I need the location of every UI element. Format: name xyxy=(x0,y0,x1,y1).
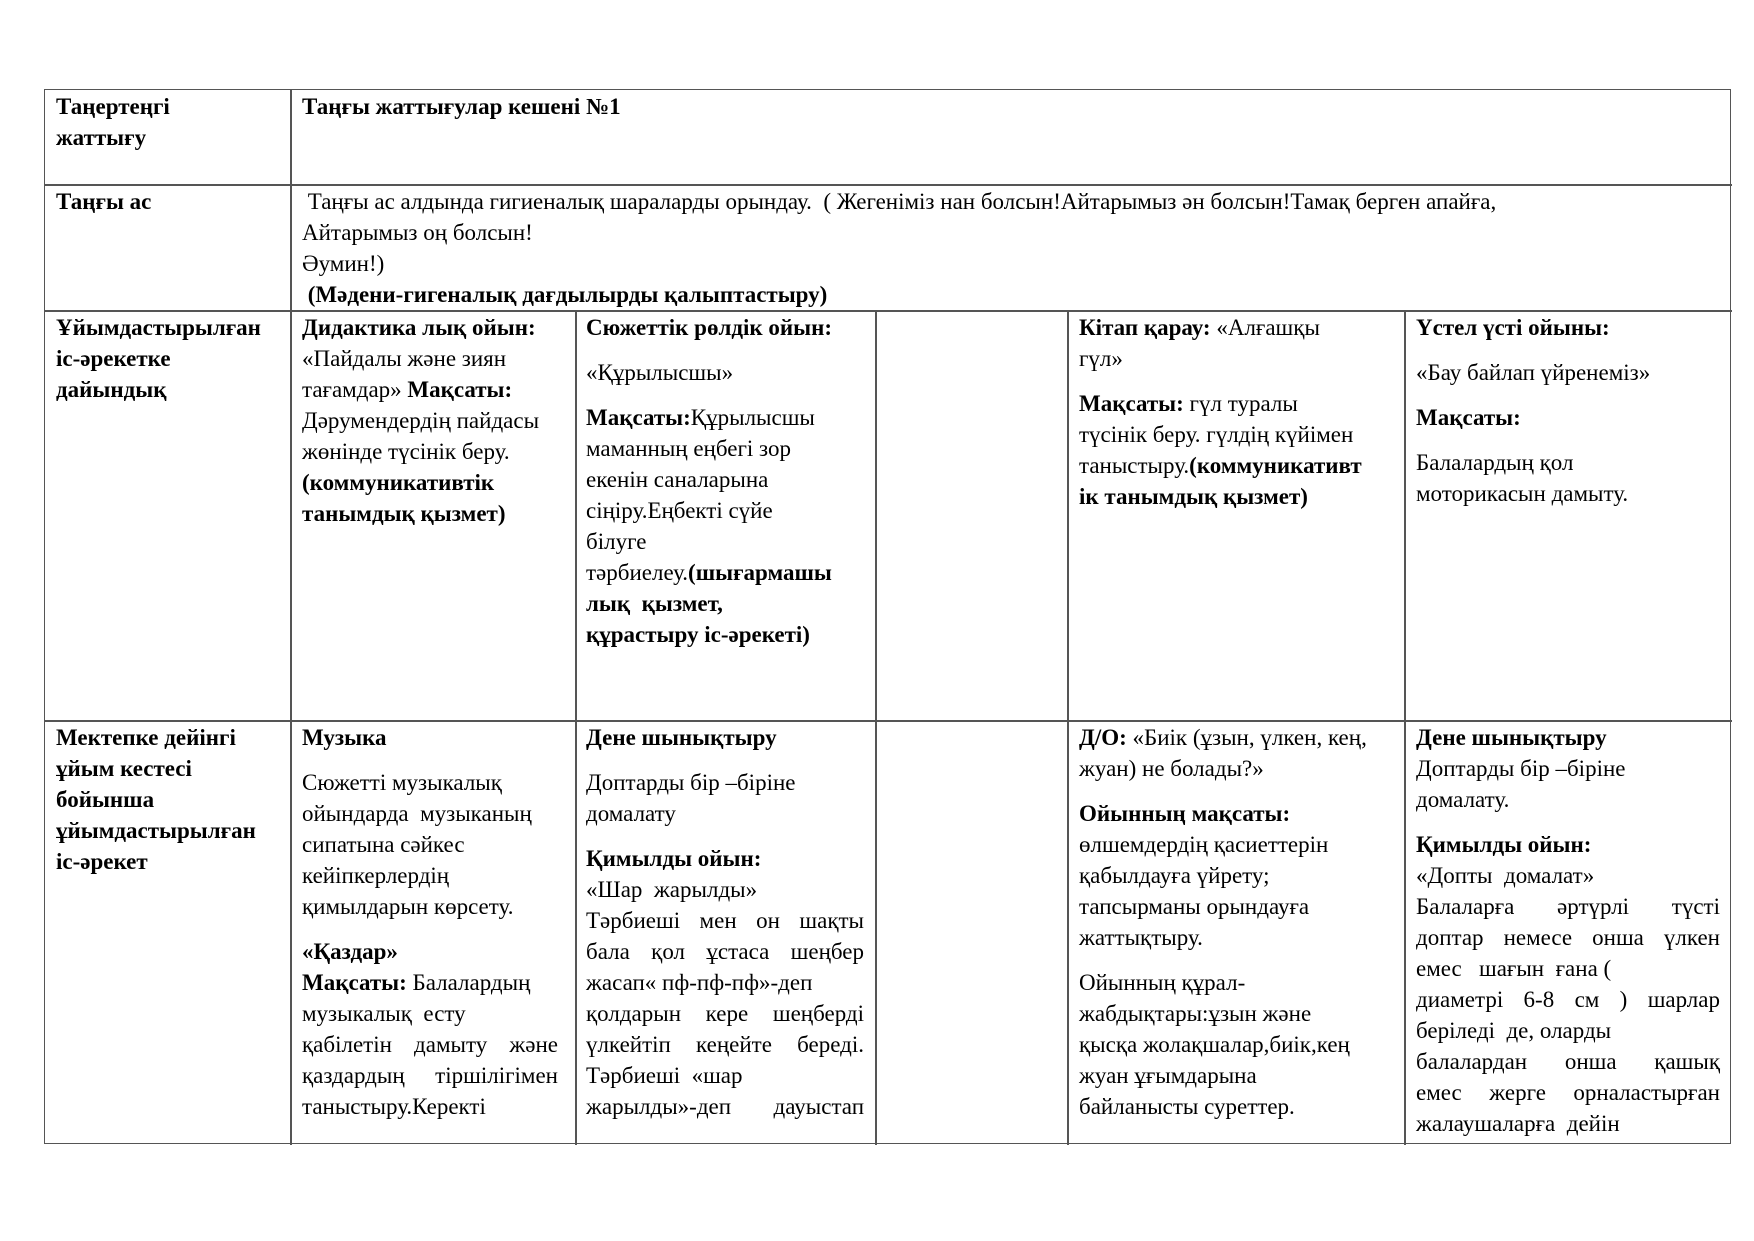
text-line xyxy=(1079,722,1399,753)
text-line xyxy=(302,374,572,405)
music-cell xyxy=(302,722,558,1122)
text-line: Қимылды ойын: xyxy=(1416,832,1592,857)
text-line: «Бау байлап үйренеміз» xyxy=(1416,360,1651,385)
table-game-cell xyxy=(1416,312,1716,509)
text-span: тағамдар» xyxy=(302,377,408,402)
text-line: Таңғы жаттығулар кешені №1 xyxy=(302,94,621,119)
row-label-breakfast xyxy=(56,186,286,217)
text-line: (Мәдени-гигеналық дағдылырды қалыптастыру) xyxy=(302,282,828,307)
text-line: жасап« пф-пф-пф»-деп xyxy=(586,970,813,995)
text-line: Музыка xyxy=(302,725,387,750)
text-line: доптар немесе онша үлкен xyxy=(1416,925,1720,950)
text-line: лық қызмет, xyxy=(586,591,723,616)
book-reading-cell xyxy=(1079,312,1419,512)
text-line xyxy=(1079,450,1419,481)
text-line: бойынша xyxy=(56,787,155,812)
text-line: жалаушаларға дейін xyxy=(1416,1111,1620,1136)
column-divider xyxy=(290,90,292,1145)
text-line: жаттықтыру. xyxy=(1079,925,1203,950)
text-line: (коммуникативтік xyxy=(302,470,495,495)
text-line: «Қаздар» xyxy=(302,939,398,964)
column-divider xyxy=(575,310,577,1145)
text-line: білуге xyxy=(586,529,647,554)
text-line: қысқа жолақшалар,биік,кең xyxy=(1079,1032,1350,1057)
text-span: (шығармашы xyxy=(688,560,832,585)
text-line: Сюжетті музыкалық xyxy=(302,770,502,795)
row-label-organized-activity xyxy=(56,722,292,877)
text-line: емес жерге орналастырған xyxy=(1416,1080,1720,1105)
didactic-game-cell xyxy=(302,312,572,529)
text-line: екенін саналарына xyxy=(586,467,769,492)
text-line: сіңіру.Еңбекті сүйе xyxy=(586,498,773,523)
text-line: қолдарын кере шеңберді xyxy=(586,1001,864,1026)
text-line: қабілетін дамыту және xyxy=(302,1032,558,1057)
text-line: Балаларға әртүрлі түсті xyxy=(1416,894,1720,919)
physical-education-cell xyxy=(586,722,864,1122)
text-line: үлкейтіп кеңейте береді. xyxy=(586,1032,864,1057)
text-line: Балалардың қол xyxy=(1416,450,1574,475)
text-span: «Алғашқы xyxy=(1216,315,1320,340)
text-line: балалардан онша қашық xyxy=(1416,1049,1720,1074)
text-line: таныстыру.Керекті xyxy=(302,1094,486,1119)
text-line: Таңғы ас xyxy=(56,189,152,214)
text-line xyxy=(302,967,558,998)
physical-education-game-cell xyxy=(1416,722,1720,1139)
text-line xyxy=(586,402,876,433)
text-span: Мақсаты: xyxy=(1079,391,1190,416)
text-line: Ұйымдастырылған xyxy=(56,315,261,340)
text-line: сипатына сәйкес xyxy=(302,832,465,857)
text-line: тапсырманы орындауға xyxy=(1079,894,1310,919)
text-line: «Допты домалат» xyxy=(1416,863,1595,888)
text-line: «Құрылысшы» xyxy=(586,360,734,385)
text-line: беріледі де, оларды xyxy=(1416,1018,1612,1043)
text-line xyxy=(1079,388,1419,419)
text-line: маманның еңбегі зор xyxy=(586,436,791,461)
text-line: түсінік беру. гүлдің күйімен xyxy=(1079,422,1354,447)
row-label-morning-exercise xyxy=(56,91,286,153)
text-line: жабдықтары:ұзын және xyxy=(1079,1001,1312,1026)
text-line: Таңертеңгі xyxy=(56,94,170,119)
text-line: Дене шынықтыру xyxy=(586,725,777,750)
didactic-game-size-cell xyxy=(1079,722,1399,1122)
text-line: Дене шынықтыру xyxy=(1416,725,1607,750)
text-line: кейіпкерлердің xyxy=(302,863,450,888)
text-line: Сюжеттік рөлдік ойын: xyxy=(586,315,833,340)
text-line: ұйымдастырылған xyxy=(56,818,256,843)
text-line: Доптарды бір –біріне xyxy=(586,770,796,795)
text-line: құрастыру іс-әрекеті) xyxy=(586,622,810,647)
text-span: тәрбиелеу. xyxy=(586,560,689,585)
text-span: гүл туралы xyxy=(1189,391,1298,416)
text-line: қимылдарын көрсету. xyxy=(302,894,514,919)
text-line: Айтарымыз оң болсын! xyxy=(302,220,533,245)
text-line: моторикасын дамыту. xyxy=(1416,481,1629,506)
text-line: Мектепке дейінгі xyxy=(56,725,236,750)
text-line: Үстел үсті ойыны: xyxy=(1416,315,1610,340)
text-line: іс-әрекет xyxy=(56,849,148,874)
text-line: Тәрбиеші мен он шақты xyxy=(586,908,864,933)
breakfast-content xyxy=(302,186,1722,310)
column-divider xyxy=(1067,310,1069,1145)
text-line: іс-әрекетке xyxy=(56,346,171,371)
text-span: «Биік (ұзын, үлкен, кең, xyxy=(1132,725,1367,750)
text-span: Д/О: xyxy=(1079,725,1133,750)
text-line: диаметрі 6-8 см ) шарлар xyxy=(1416,987,1720,1012)
text-line: жаттығу xyxy=(56,125,147,150)
text-span: таныстыру. xyxy=(1079,453,1190,478)
text-line: жарылды»-деп дауыстап xyxy=(586,1094,864,1119)
text-span: Мақсаты: xyxy=(407,377,513,402)
text-line: қабылдауға үйрету; xyxy=(1079,863,1270,888)
text-span: Кітап қарау: xyxy=(1079,315,1217,340)
text-line: Мақсаты: xyxy=(1416,405,1521,430)
text-span: (коммуникативт xyxy=(1189,453,1362,478)
text-span: Құрылысшы xyxy=(690,405,815,430)
text-line xyxy=(586,557,876,588)
text-line: Таңғы ас алдында гигиеналық шараларды орындау. ( Жегеніміз нан болсын!Айтарымыз ән болсын!Тамақ берген апайға, xyxy=(302,189,1497,214)
text-line: байланысты суреттер. xyxy=(1079,1094,1295,1119)
row-label-preparation xyxy=(56,312,292,405)
text-line: Дидактика лық ойын: xyxy=(302,315,536,340)
text-line: Дәрумендердің пайдасы xyxy=(302,408,540,433)
text-line: ік танымдық қызмет) xyxy=(1079,484,1308,509)
text-line: Доптарды бір –біріне xyxy=(1416,756,1626,781)
text-span: Балалардың xyxy=(412,970,531,995)
text-line: бала қол ұстаса шеңбер xyxy=(586,939,864,964)
text-line: ойындарда музыканың xyxy=(302,801,532,826)
text-span: Мақсаты: xyxy=(586,405,691,430)
text-line: ұйым кестесі xyxy=(56,756,192,781)
text-line: домалату xyxy=(586,801,676,826)
text-line: Ойынның құрал- xyxy=(1079,970,1246,995)
text-line xyxy=(1079,312,1419,343)
role-play-game-cell xyxy=(586,312,876,650)
text-line: «Пайдалы және зиян xyxy=(302,346,507,371)
text-line: жуан ұғымдарына xyxy=(1079,1063,1257,1088)
text-line: емес шағын ғана ( xyxy=(1416,956,1612,981)
text-line: домалату. xyxy=(1416,787,1510,812)
text-line: Қимылды ойын: xyxy=(586,846,762,871)
text-line: Әумин!) xyxy=(302,251,385,276)
text-line: жөнінде түсінік беру. xyxy=(302,439,510,464)
text-line: өлшемдердің қасиеттерін xyxy=(1079,832,1329,857)
morning-exercise-content xyxy=(302,91,1702,122)
text-line: гүл» xyxy=(1079,346,1123,371)
text-line: музыкалық есту xyxy=(302,1001,466,1026)
text-line: Ойынның мақсаты: xyxy=(1079,801,1291,826)
text-span: Мақсаты: xyxy=(302,970,413,995)
text-line: қаздардың тіршілігімен xyxy=(302,1063,558,1088)
text-line: дайындық xyxy=(56,377,167,402)
text-line: танымдық қызмет) xyxy=(302,501,506,526)
text-line: «Шар жарылды» xyxy=(586,877,758,902)
text-line: жуан) не болады?» xyxy=(1079,756,1264,781)
text-line: Тәрбиеші «шар xyxy=(586,1063,743,1088)
